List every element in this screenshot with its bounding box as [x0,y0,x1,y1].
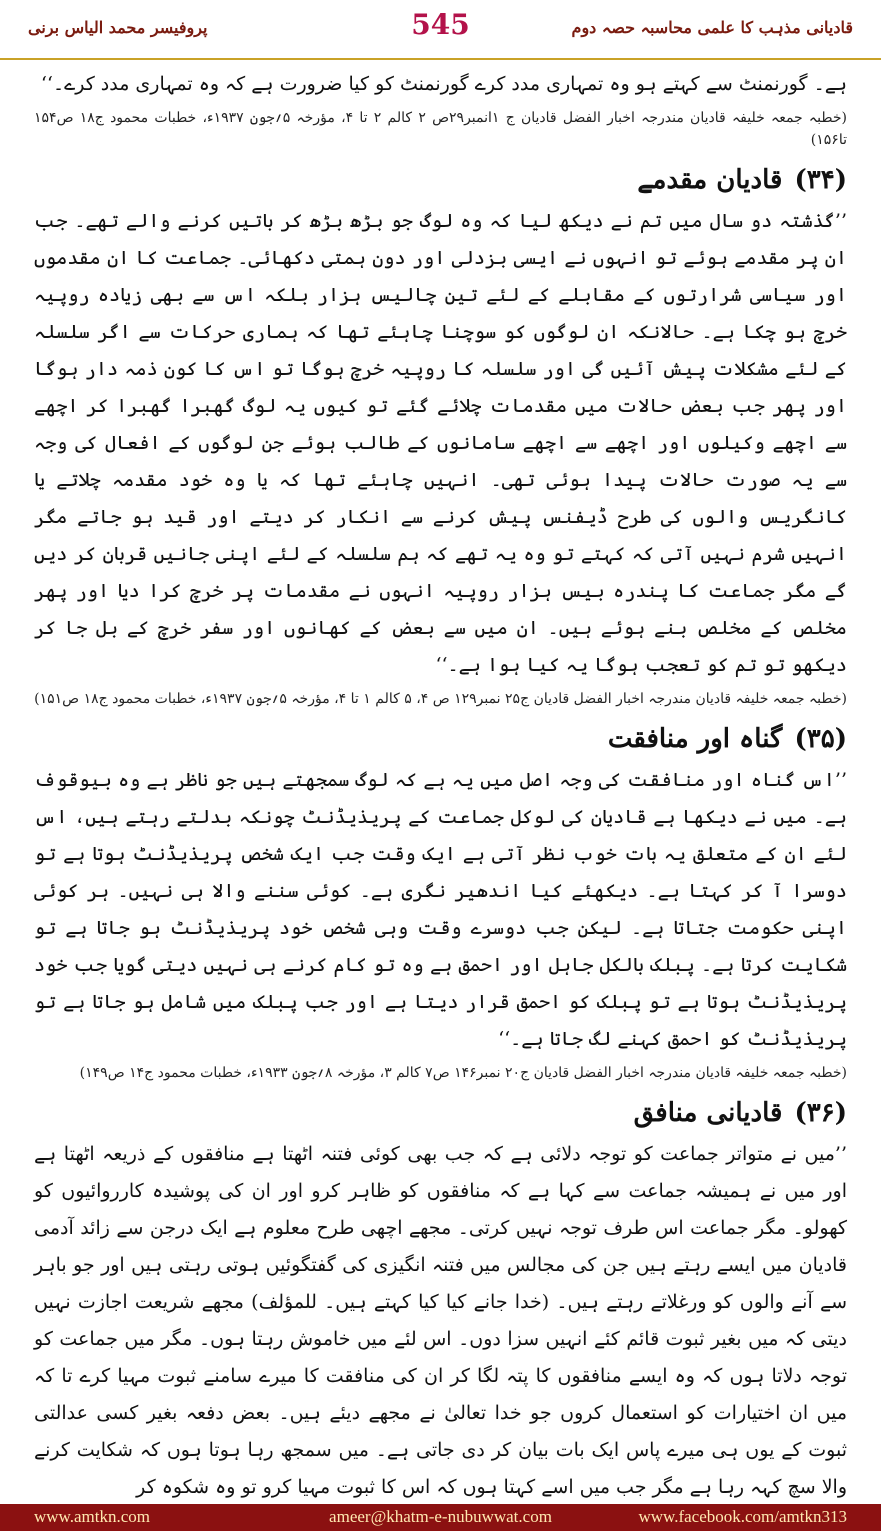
author-name: پروفیسر محمد الیاس برنی [28,18,208,37]
page-body [34,66,847,1506]
reference-citation: (خطبہ جمعہ خلیفہ قادیان مندرجہ اخبار الفضل قادیان ج۲۰ نمبر۱۴۶ ص۷ کالم ۳، مؤرخہ ۸؍جون ۱۹۳۳ء، خطبات محمود ج۱۴ ص۱۴۹) [79,1065,847,1081]
page-number: 545 [411,8,470,41]
reference-citation: (خطبہ جمعہ خلیفہ قادیان مندرجہ اخبار الفضل قادیان ج ۱انمبر۲۹ص ۲ کالم ۲ تا ۴، مؤرخہ ۵؍جون ۱۹۳۷ء، خطبات محمود ج۱۸ ص۱۵۴ تا۱۵۶) [34,110,847,148]
facebook-link[interactable]: www.facebook.com/amtkn313 [638,1507,847,1526]
page-header [0,0,881,60]
section-heading-36 [34,1090,847,1136]
section-heading-34 [34,157,847,203]
section-number: (۳۶) [794,1098,847,1128]
book-title: قادیانی مذہب کا علمی محاسبہ حصہ دوم [571,18,853,37]
section-34-text: ’’گذشتہ دو سال میں تم نے دیکھ لیا کہ وہ لوگ جو بڑھ بڑھ کر باتیں کرنے والے تھے۔ جب ان پر مقدمے ہوئے تو انہوں نے ایسی بزدلی اور دون ہمتی دکھائی۔ جماعت کا ان مقدموں اور سیاسی شرارتوں کے مقابلے کے لئے تین چالیس ہزار بلکہ اس سے بھی زیادہ روپیہ خرچ ہو چکا ہے۔ حالانکہ ان لوگوں کو سوچنا چاہئے تھا کہ ہماری حرکات سے اگر سلسلہ کے لئے مشکلات پیش آئیں گی اور سلسلہ کا روپیہ خرچ ہوگا تو اس کا کون ذمہ دار ہوگا اور پھر جب بعض حالات میں مقدمات چلائے گئے تو کیوں یہ لوگ گھبرا گھبرا کر اچھے سے اچھے وکیلوں اور اچھے سے اچھے سامانوں کے طالب ہوئے جن لوگوں کے افعال کی وجہ سے یہ صورت حالات پیدا ہوئی تھی۔ انہیں چاہئے تھا کہ یا وہ خود مقدمہ چلاتے یا کانگریس والوں کی طرح ڈیفنس پیش کرنے سے انکار کر دیتے اور قید ہو جاتے مگر انہیں شرم نہیں آتی کہ کہتے تو وہ یہ تھے کہ ہم سلسلہ کے لئے اپنی جانیں قربان کر دیں گے مگر جماعت کا پندرہ بیس ہزار روپیہ انہوں نے مقدمات پر خرچ کرا دیا اور پھر مخلص کے مخلص بنے ہوئے ہیں۔ ان میں سے بعض کے کھانوں اور سفر خرچ کے بل جا کر دیکھو تو تم کو تعجب ہوگا یہ کیا ہوا ہے۔‘‘ [34,210,847,676]
section-number: (۳۵) [794,724,847,754]
reference-citation: (خطبہ جمعہ خلیفہ قادیان مندرجہ اخبار الفضل قادیان ج۲۵ نمبر۱۲۹ ص ۴، ۵ کالم ۱ تا ۴، مؤرخہ ۵؍جون ۱۹۳۷ء، خطبات محمود ج۱۸ ص۱۵۱) [34,691,847,707]
section-title: گناہ اور منافقت [607,724,783,754]
section-number: (۳۴) [794,165,847,195]
paragraph-continued: ہے۔ گورنمنٹ سے کہتے ہو وہ تمہاری مدد کرے گورنمنٹ کو کیا ضرورت ہے کہ وہ تمہاری مدد کرے۔‘‘ [40,73,847,95]
email-link[interactable]: ameer@khatm-e-nubuwwat.com [329,1507,552,1526]
section-title: قادیان مقدمے [637,165,783,195]
section-35-text: ’’اس گناہ اور منافقت کی وجہ اصل میں یہ ہے کہ لوگ سمجھتے ہیں جو ناظر ہے وہ بیوقوف ہے۔ میں نے دیکھا ہے قادیان کی لوکل جماعت کے پریذیڈنٹ چونکہ بدلتے رہتے ہیں، اس لئے ان کے متعلق یہ بات خوب نظر آتی ہے ایک وقت جب ایک شخص پریذیڈنٹ ہوتا ہے تو دوسرا آ کر کہتا ہے۔ دیکھئے کیا اندھیر نگری ہے۔ کوئی سننے والا ہی نہیں۔ ہر کوئی اپنی حکومت جتاتا ہے۔ لیکن جب دوسرے وقت وہی شخص خود پریذیڈنٹ ہو جاتا ہے تو شکایت کرتا ہے۔ پبلک بالکل جاہل اور احمق ہے وہ تو کام کرنے ہی نہیں دیتی گویا جب خود پریذیڈنٹ ہوتا ہے تو پبلک کو احمق قرار دیتا ہے اور جب پبلک میں شامل ہو جاتا ہے تو پریذیڈنٹ کو احمق کہنے لگ جاتا ہے۔‘‘ [34,769,847,1050]
page-footer [0,1504,881,1531]
section-heading-35 [34,716,847,762]
website-link[interactable]: www.amtkn.com [34,1507,150,1526]
section-36-text: ’’میں نے متواتر جماعت کو توجہ دلائی ہے کہ جب بھی کوئی فتنہ اٹھتا ہے منافقوں کے ذریعہ اٹھتا ہے اور میں نے ہمیشہ جماعت سے کہا ہے کہ منافقوں کو ظاہر کرو اور ان کی پوشیدہ کارروائیوں کو کھولو۔ مگر جماعت اس طرف توجہ نہیں کرتی۔ مجھے اچھی طرح معلوم ہے ایک درجن سے زائد آدمی قادیان میں ایسے رہتے ہیں جن کی مجالس میں فتنہ انگیزی کی گفتگوئیں ہوتی رہتی ہیں اور جو باہر سے آنے والوں کو ورغلاتے رہتے ہیں۔ (خدا جانے کیا کیا کہتے ہیں۔ للمؤلف) مجھے شریعت اجازت نہیں دیتی کہ میں بغیر ثبوت قائم کئے انہیں سزا دوں۔ اس لئے میں خاموش رہتا ہوں۔ مگر میں جماعت کو توجہ دلاتا ہوں کہ وہ ایسے منافقوں کا پتہ لگا کر ان کی منافقت کا میرے سامنے ثبوت مہیا کرے تا کہ میں ان اختیارات کو استعمال کروں جو خدا تعالیٰ نے مجھے دیئے ہیں۔ بعض دفعہ بغیر کسی عدالتی ثبوت کے یوں ہی میرے پاس ایک بات بیان کر دی جاتی ہے۔ میں سمجھ رہا ہوتا ہوں کہ شکایت کرنے والا سچ کہہ رہا ہے مگر جب میں اسے کہتا ہوں کہ اس کا ثبوت مہیا کرو تو وہ شکوہ کر [34,1143,847,1498]
section-title: قادیانی منافق [633,1098,783,1128]
